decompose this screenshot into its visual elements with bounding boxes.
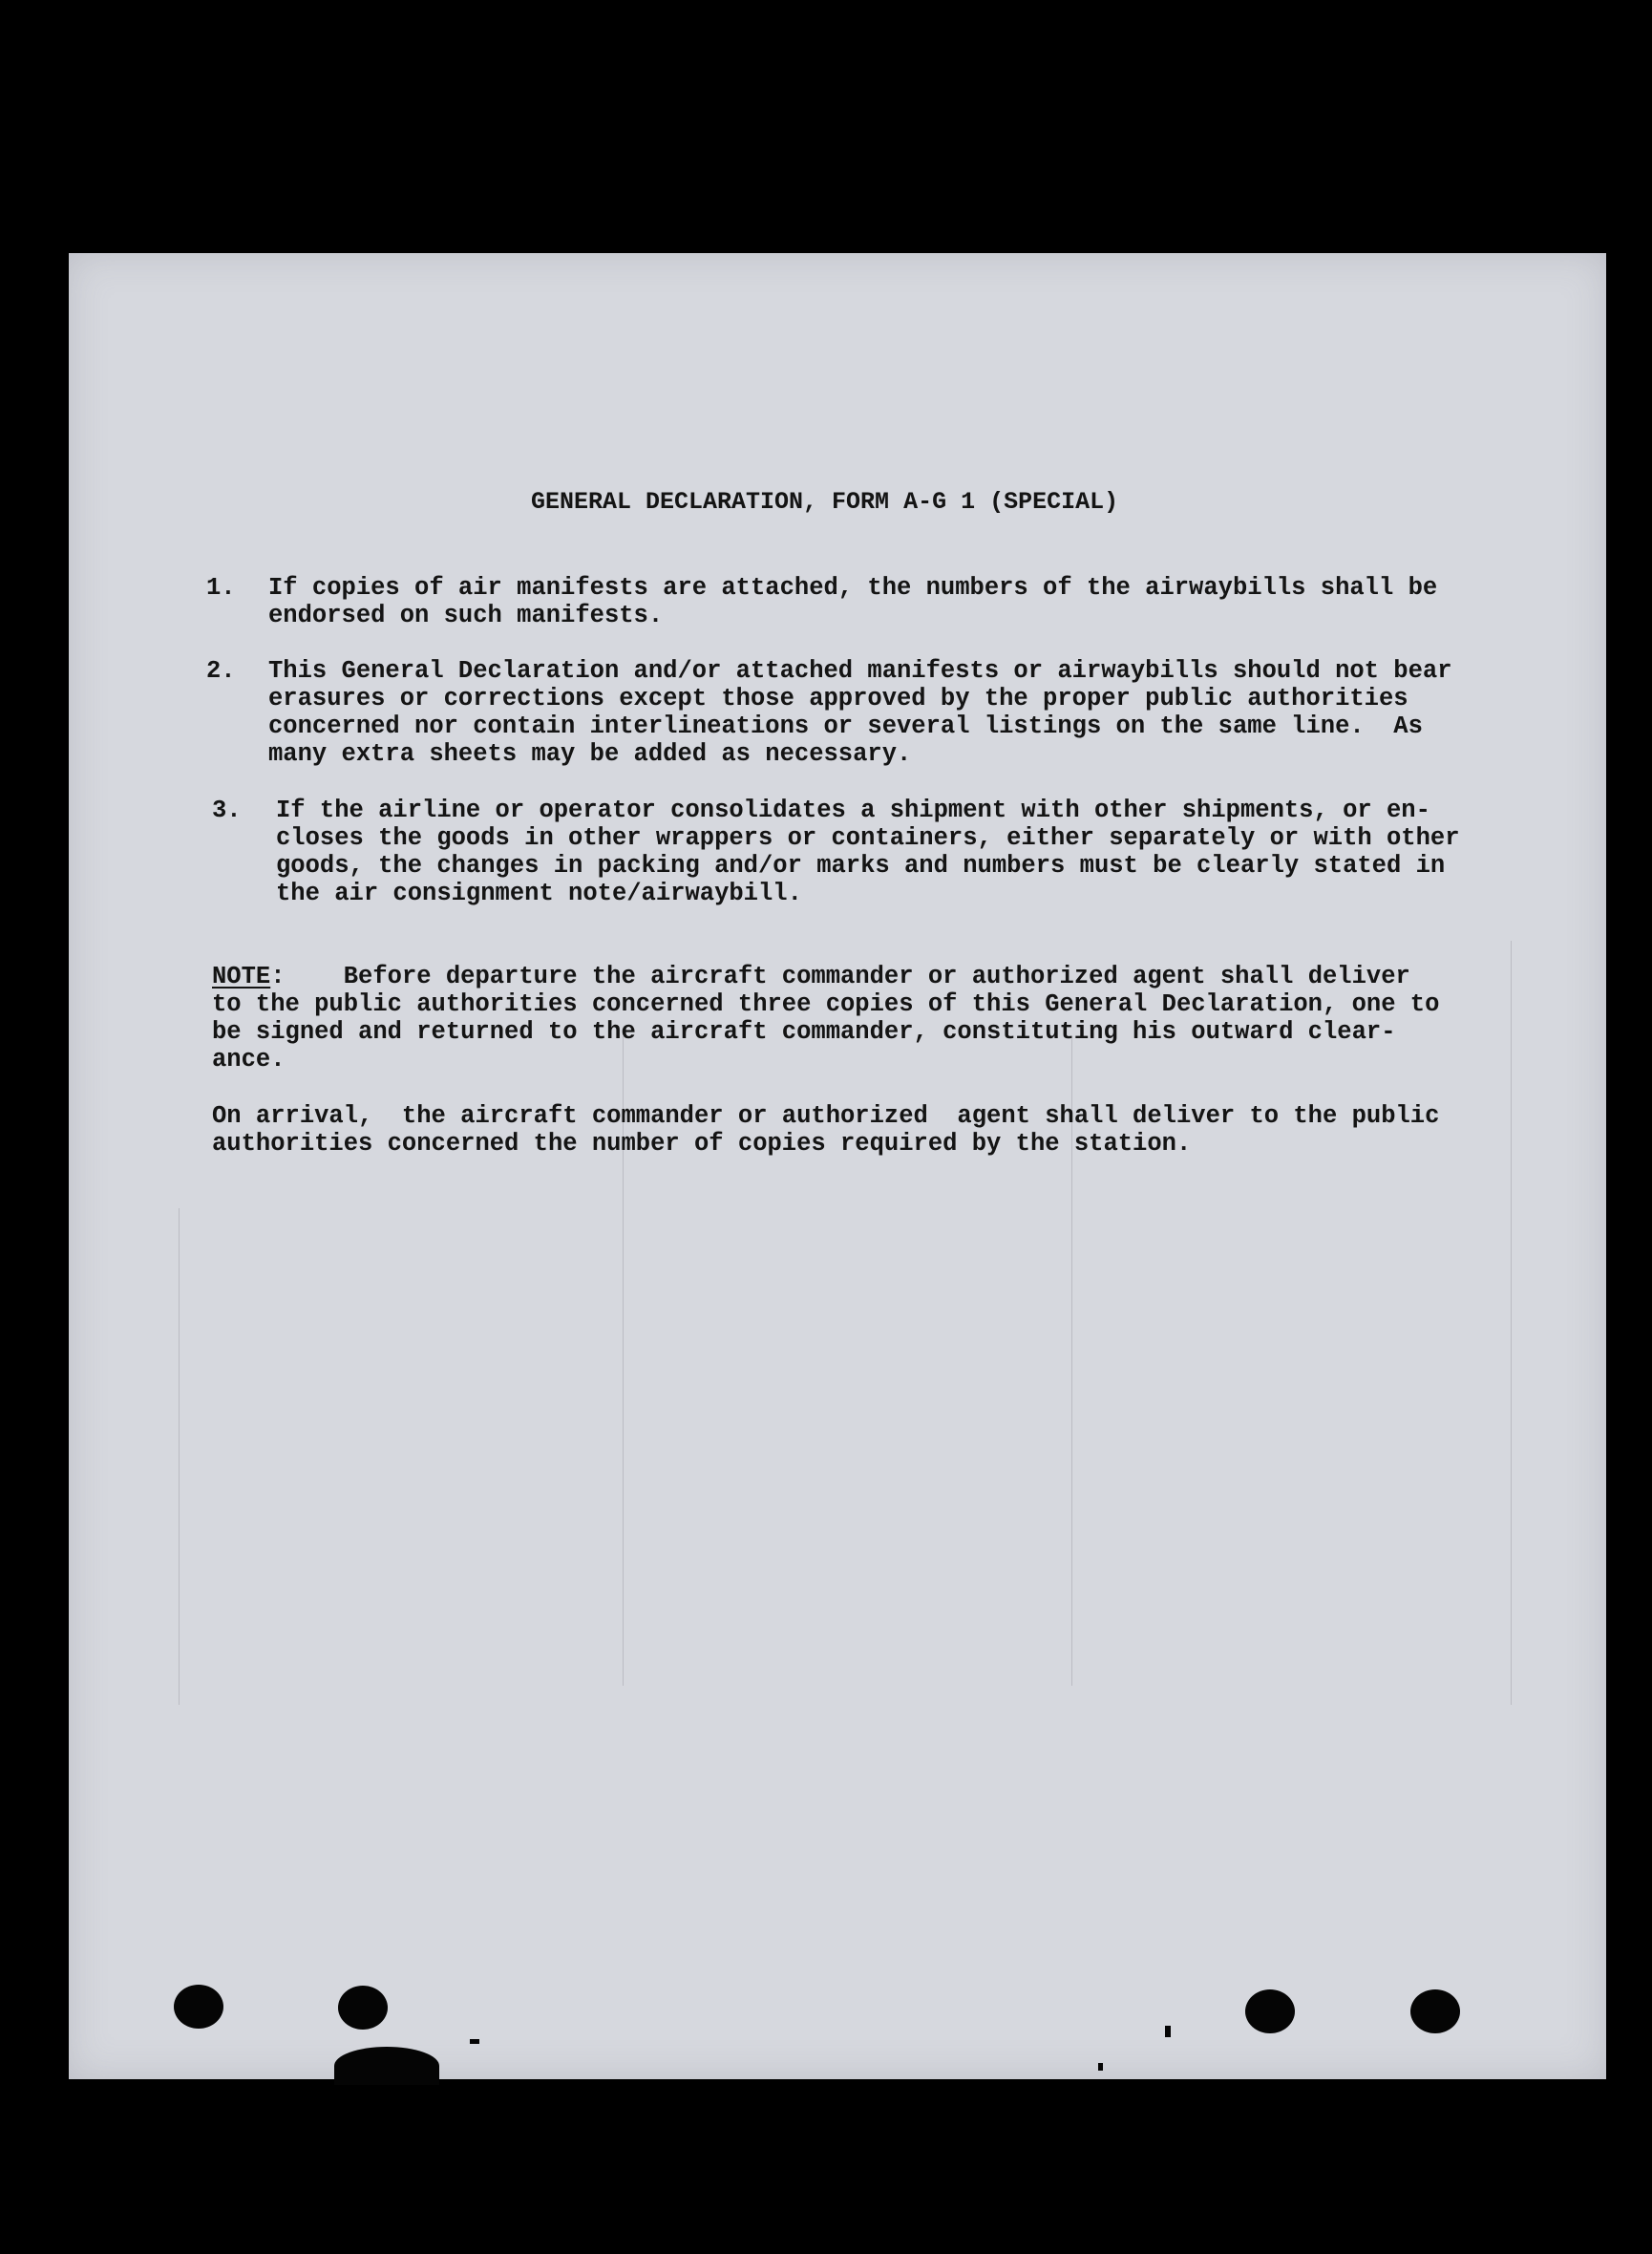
item-line: If copies of air manifests are attached, the numbers of the airwaybills shall be <box>268 574 1438 602</box>
ink-speck <box>1098 2063 1103 2071</box>
item-line: endorsed on such manifests. <box>268 602 664 629</box>
note-line: ance. <box>212 1046 286 1074</box>
punch-hole <box>174 1985 223 2029</box>
note-line: be signed and returned to the aircraft commander, constituting his outward clear- <box>212 1018 1396 1046</box>
item-number: 3. <box>212 797 242 824</box>
arrival-line: On arrival, the aircraft commander or authorized agent shall deliver to the public <box>212 1102 1440 1130</box>
ink-speck <box>470 2039 479 2044</box>
item-line: closes the goods in other wrappers or containers, either separately or with other <box>276 824 1460 852</box>
punch-hole <box>1245 1989 1295 2033</box>
note-label: NOTE <box>212 963 271 990</box>
item-number: 2. <box>206 657 236 685</box>
ink-speck <box>1165 2026 1171 2037</box>
bleed-through-text <box>518 1772 538 1836</box>
torn-edge-stain <box>334 2047 439 2085</box>
bleed-through-rule <box>1511 941 1512 1705</box>
page-title: GENERAL DECLARATION, FORM A-G 1 (SPECIAL) <box>531 488 1119 516</box>
punch-hole <box>1410 1989 1460 2033</box>
note-line: : Before departure the aircraft commander or authorized agent shall deliver <box>270 963 1410 990</box>
bleed-through-rule <box>179 1208 180 1705</box>
arrival-line: authorities concerned the number of copies required by the station. <box>212 1130 1192 1158</box>
document-sheet <box>69 253 1606 2079</box>
note-line: to the public authorities concerned three copies of this General Declaration, one to <box>212 990 1440 1018</box>
item-line: If the airline or operator consolidates a shipment with other shipments, or en- <box>276 797 1430 824</box>
punch-hole <box>338 1986 388 2030</box>
item-line: concerned nor contain interlineations or several listings on the same line. As <box>268 712 1423 740</box>
item-line: erasures or corrections except those approved by the proper public authorities <box>268 685 1408 712</box>
item-number: 1. <box>206 574 236 602</box>
item-line: This General Declaration and/or attached manifests or airwaybills should not bear <box>268 657 1452 685</box>
note-paragraph <box>212 963 1410 990</box>
item-line: goods, the changes in packing and/or marks and numbers must be clearly stated in <box>276 852 1446 880</box>
item-line: many extra sheets may be added as necessary. <box>268 740 912 768</box>
item-line: the air consignment note/airwaybill. <box>276 880 802 907</box>
